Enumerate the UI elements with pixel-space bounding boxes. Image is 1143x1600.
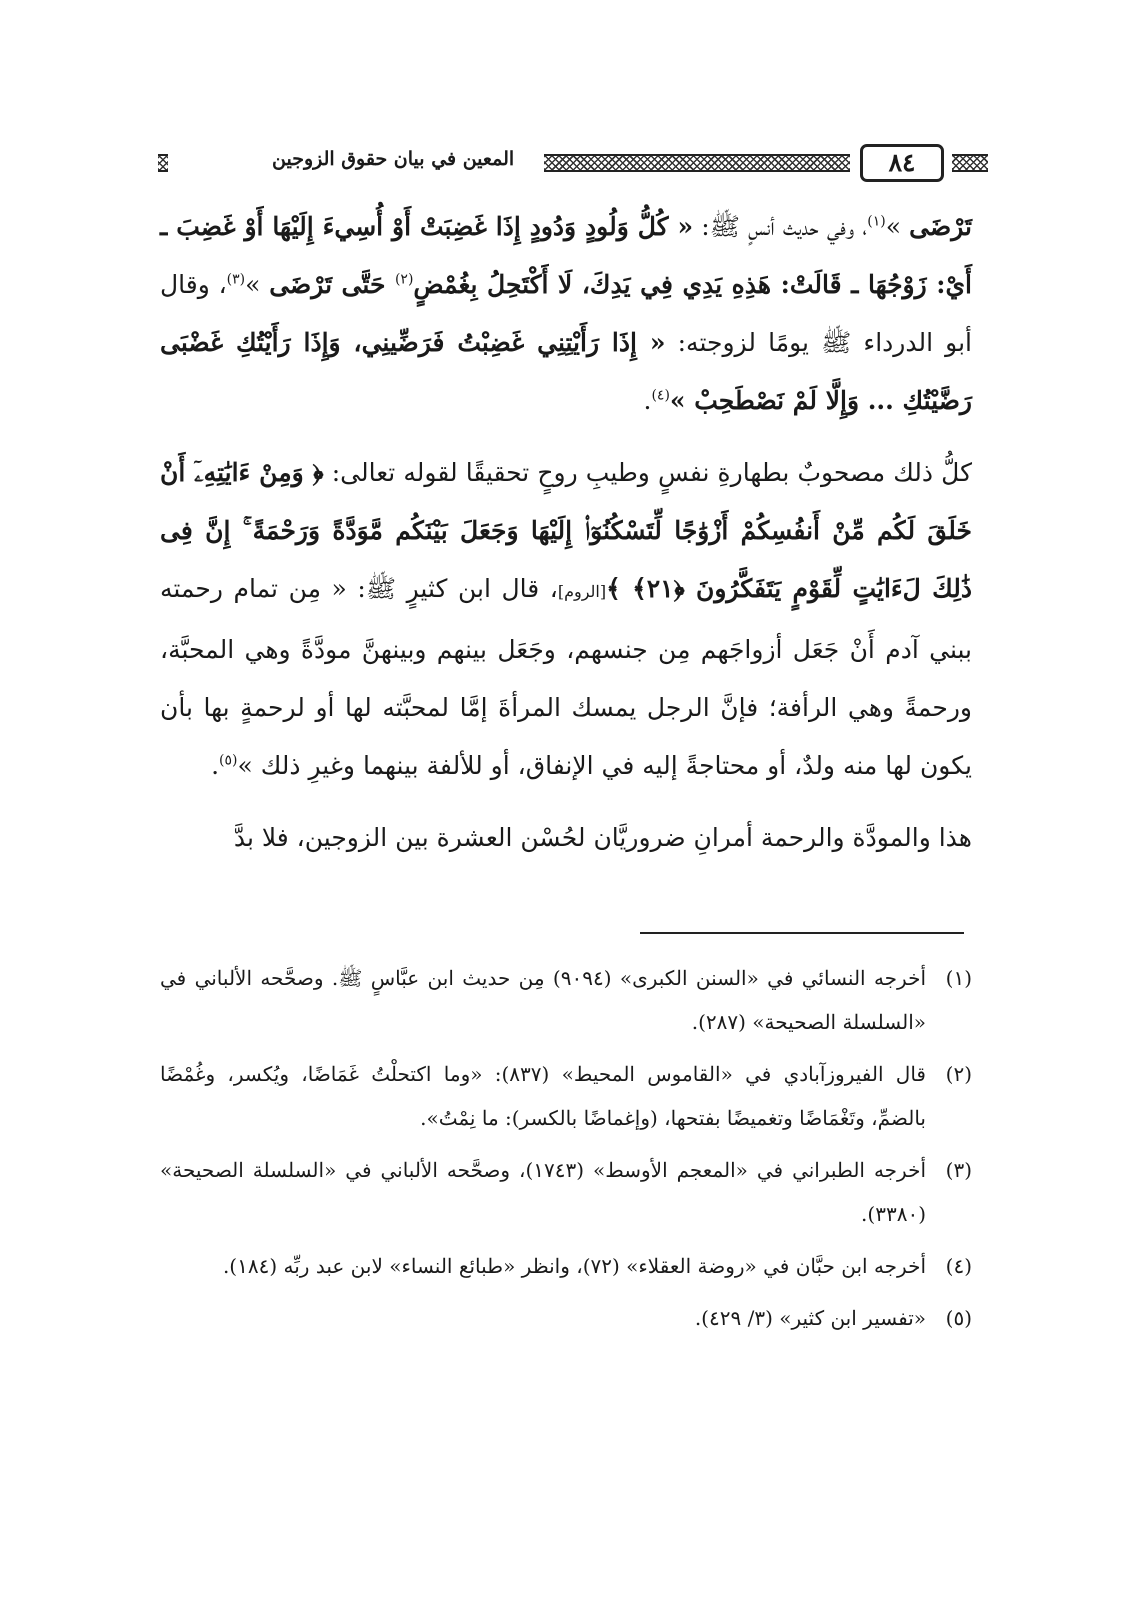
main-text xyxy=(160,198,972,867)
footnote xyxy=(160,1052,972,1140)
footnote-text: أخرجه ابن حبَّان في «روضة العقلاء» (٧٢)، وانظر «طبائع النساء» لابن عبد ربِّه (١٨٤). xyxy=(222,1254,926,1278)
text-span: ، وقال أبو الدرداء ﷺ يومًا لزوجته: xyxy=(160,270,972,357)
footnote xyxy=(160,1244,972,1288)
footnote-number: (٥) xyxy=(945,1306,972,1330)
page-header xyxy=(160,144,988,184)
quran-verse: ﴿ وَمِنْ ءَايَٰتِهِۦٓ أَنْ خَلَقَ لَكُم مِّنْ أَنفُسِكُمْ أَزْوَٰجًا لِّتَسْكُنُوٓا۟ إِلَيْهَا وَجَعَلَ بَيْنَكُم مَّوَدَّةً وَرَحْمَةً ۚ إِنَّ فِى ذَٰلِكَ لَءَايَٰتٍ لِّقَوْمٍ يَتَفَكَّرُونَ ﴿٢١﴾ ﴾ xyxy=(160,458,972,603)
footnote-text: أخرجه النسائي في «السنن الكبرى» (٩٠٩٤) مِن حديث ابن عبَّاسٍ ﷺ. وصحَّحه الألباني في «السلسلة الصحيحة» (٢٨٧). xyxy=(160,966,926,1034)
footnote xyxy=(160,956,972,1044)
footnote-number: (٣) xyxy=(945,1158,972,1182)
hadith-quote: « كُلُّ وَلُودٍ وَدُودٍ إِذَا غَضِبَتْ أَوْ أُسِيءَ إِلَيْهَا أَوْ غَضِبَ ـ أَيْ: زَوْجُهَا ـ قَالَتْ: هَذِهِ يَدِي فِي يَدِكَ، لَا أَكْتَحِلُ بِغُمْضٍ xyxy=(160,212,972,299)
header-ornament-right xyxy=(952,154,988,172)
paragraph-3: هذا والمودَّة والرحمة أمرانِ ضروريَّان لحُسْن العشرة بين الزوجين، فلا بدَّ xyxy=(233,823,972,852)
footnote-text: أخرجه الطبراني في «المعجم الأوسط» (١٧٤٣)، وصحَّحه الألباني في «السلسلة الصحيحة» (٣٣٨٠). xyxy=(160,1158,926,1226)
hadith-quote-end: حَتَّى تَرْضَى xyxy=(269,270,395,299)
surah-reference: [الروم] xyxy=(557,582,607,601)
quote-end: تَرْضَى xyxy=(909,212,972,241)
footnote-number: (١) xyxy=(945,966,972,990)
footnote-ref-1: (١) xyxy=(867,213,886,230)
paragraph-2 xyxy=(160,444,972,795)
paragraph-1: تَرْضَى »$^{(١)}$، وفي حديث أنسٍ ﷺ: « كُلُّ وَلُودٍ وَدُودٍ إِذَا غَضِبَتْ أَوْ أُسِيءَ إِلَيْهَا أَوْ غَضِبَ ـ أَيْ: زَوْجُهَا ـ قَالَتْ: هَذِهِ يَدِي فِي يَدِكَ، لَا أَكْتَحِلُ بِغُمْضٍ$^{(٢)}$ حَتَّى تَرْضَى »$^{(٣)}$، وقال أبو الدرداء ﷺ يومًا لزوجته: « إِذَا رَأَيْتِنِي غَضِبْتُ فَرَضِّينِي، وَإِذَا رَأَيْتُكِ غَضْبَى رَضَّيْتُكِ ... وَإِلَّا لَمْ نَصْطَحِبْ »$^{(٤)}$. xyxy=(160,212,972,415)
footnote xyxy=(160,1148,972,1236)
footnote-ref-3: (٣) xyxy=(226,271,246,288)
footnote-ref-5: (٥) xyxy=(219,752,238,769)
header-ornament-middle xyxy=(544,154,850,172)
text-span: ، قال ابن كثيرٍ ﷺ: xyxy=(346,574,558,603)
footnotes xyxy=(160,956,972,1348)
footnote xyxy=(160,1296,972,1340)
tafsir-quote: « مِن تمام رحمته ببني آدم أَنْ جَعَل أزواجَهم مِن جنسهم، وجَعَل بينهم وبينهنَّ مودَّةً وهي المحبَّة، ورحمةً وهي الرأفة؛ فإنَّ الرجل يمسك المرأةَ إمَّا لمحبَّته لها أو لرحمةٍ بها بأن يكون لها منه ولدٌ، أو محتاجةً إليه في الإنفاق، أو للألفة بينهما وغيرِ ذلك » xyxy=(160,574,972,780)
footnote-text: «تفسير ابن كثير» (٣/ ٤٢٩). xyxy=(694,1306,926,1330)
header-ornament-left xyxy=(158,154,168,172)
footnote-number: (٢) xyxy=(945,1062,972,1086)
footnote-separator xyxy=(640,932,964,934)
text-span: كلُّ ذلك مصحوبٌ بطهارةِ نفسٍ وطيبِ روحٍ تحقيقًا لقوله تعالى: xyxy=(323,458,972,487)
text-span: . xyxy=(211,751,220,780)
running-title: المعين في بيان حقوق الزوجين xyxy=(272,148,515,170)
footnote-ref-4: (٤) xyxy=(651,387,670,404)
page-number: ٨٤ xyxy=(860,144,944,182)
footnote-ref-2: (٢) xyxy=(394,271,414,288)
footnote-number: (٤) xyxy=(945,1254,972,1278)
text-span: . xyxy=(643,386,652,415)
athar-quote: « إِذَا رَأَيْتِنِي غَضِبْتُ فَرَضِّينِي، وَإِذَا رَأَيْتُكِ غَضْبَى رَضَّيْتُكِ ... وَإِلَّا لَمْ نَصْطَحِبْ » xyxy=(160,328,972,415)
footnote-text: قال الفيروزآبادي في «القاموس المحيط» (٨٣٧): «وما اكتحلْتُ غَمَاضًا، ويُكسر، وغُمْضًا بالضمِّ، وتَغْمَاضًا وتغميضًا بفتحها، (وإغماضًا بالكسر): ما نِمْتُ». xyxy=(160,1062,926,1130)
text-span: ، وفي حديث أنسٍ ﷺ: xyxy=(693,212,868,241)
